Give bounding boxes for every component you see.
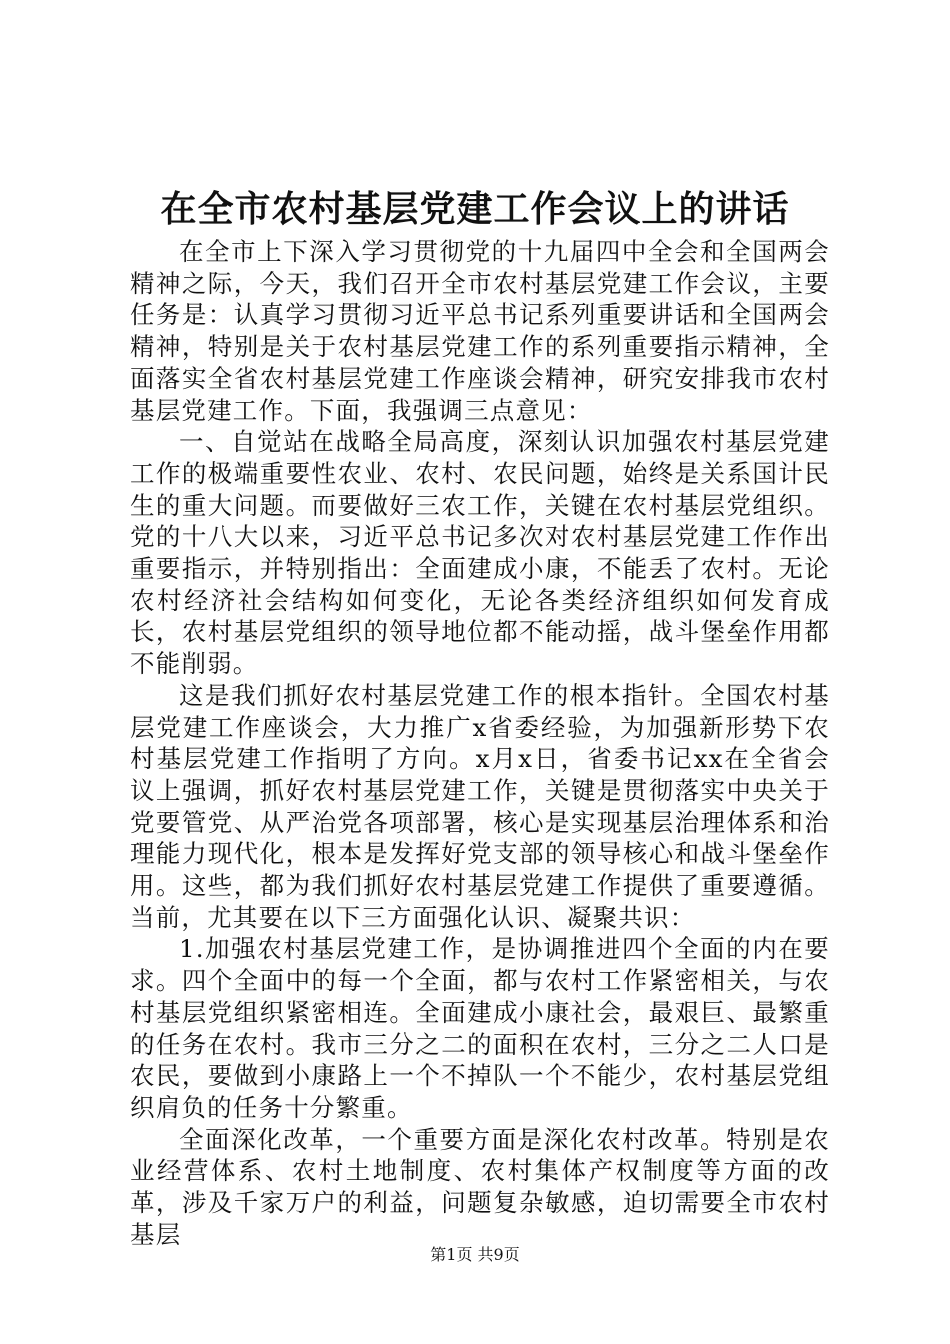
paragraph-intro: 在全市上下深入学习贯彻党的十九届四中全会和全国两会精神之际，今天，我们召开全市农村基层党建工作会议，主要任务是：认真学习贯彻习近平总书记系列重要讲话和全国两会精神，特别是关于农村基层党建工作的系列重要指示精神，全面落实全省农村基层党建工作座谈会精神，研究安排我市农村基层党建工作。下面，我强调三点意见： bbox=[130, 237, 830, 425]
paragraph-guidance: 这是我们抓好农村基层党建工作的根本指针。全国农村基层党建工作座谈会，大力推广x省委经验，为加强新形势下农村基层党建工作指明了方向。x月x日，省委书记xx在全省会议上强调，抓好农村基层党建工作，关键是贯彻落实中央关于党要管党、从严治党各项部署，核心是实现基层治理体系和治理能力现代化，根本是发挥好党支部的领导核心和战斗堡垒作用。这些，都为我们抓好农村基层党建工作提供了重要遵循。当前，尤其要在以下三方面强化认识、凝聚共识： bbox=[130, 680, 830, 932]
paragraph-section-one: 一、自觉站在战略全局高度，深刻认识加强农村基层党建工作的极端重要性农业、农村、农民问题，始终是关系国计民生的重大问题。而要做好三农工作，关键在农村基层党组织。党的十八大以来，习近平总书记多次对农村基层党建工作作出重要指示，并特别指出：全面建成小康，不能丢了农村。无论农村经济社会结构如何变化，无论各类经济组织如何发育成长，农村基层党组织的领导地位都不能动摇，战斗堡垒作用都不能削弱。 bbox=[130, 427, 830, 679]
document-body bbox=[130, 236, 830, 1251]
page-footer: 第1页 共9页 bbox=[430, 1245, 520, 1264]
paragraph-reform: 全面深化改革，一个重要方面是深化农村改革。特别是农业经营体系、农村土地制度、农村集体产权制度等方面的改革，涉及千家万户的利益，问题复杂敏感，迫切需要全市农村基层 bbox=[130, 1124, 830, 1249]
paragraph-point-one: 1.加强农村基层党建工作，是协调推进四个全面的内在要求。四个全面中的每一个全面，都与农村工作紧密相关，与农村基层党组织紧密相连。全面建成小康社会，最艰巨、最繁重的任务在农村。我市三分之二的面积在农村，三分之二人口是农民，要做到小康路上一个不掉队一个不能少，农村基层党组织肩负的任务十分繁重。 bbox=[130, 934, 830, 1122]
document-title: 在全市农村基层党建工作会议上的讲话 bbox=[160, 188, 790, 230]
